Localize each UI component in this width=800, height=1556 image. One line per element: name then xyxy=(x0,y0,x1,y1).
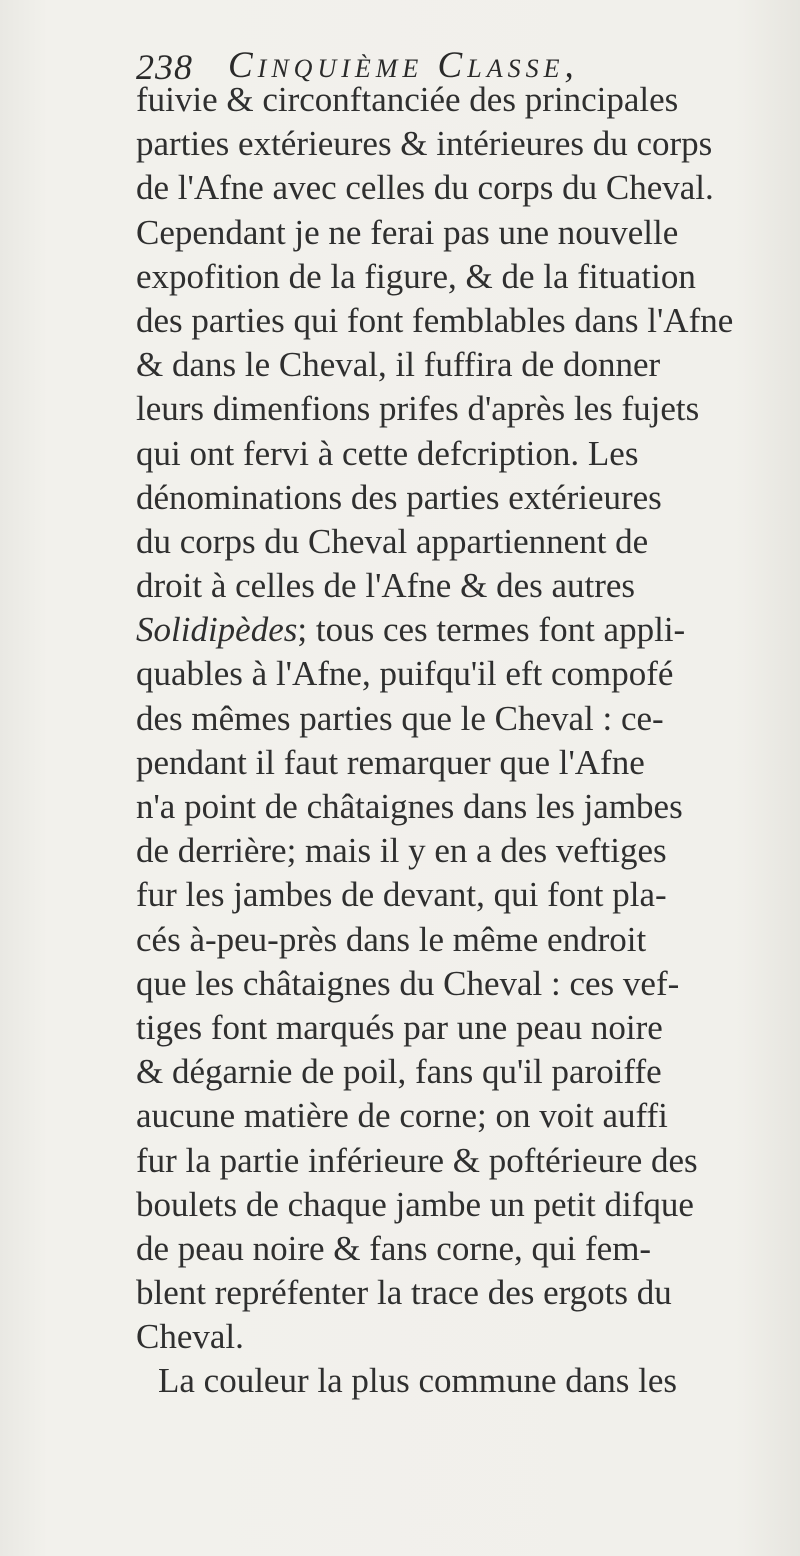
text-line: boulets de chaque jambe un petit difque xyxy=(136,1184,694,1224)
text-line: pendant il faut remarquer que l'Afne xyxy=(136,742,645,782)
text-line: de peau noire & fans corne, qui fem- xyxy=(136,1228,652,1268)
text-line: que les châtaignes du Cheval : ces vef- xyxy=(136,963,680,1003)
text-line: & dégarnie de poil, fans qu'il paroiffe xyxy=(136,1052,662,1092)
text-line: quables à l'Afne, puifqu'il eft compofé xyxy=(136,654,674,694)
text-line: des parties qui font femblables dans l'Afne xyxy=(136,300,734,340)
text-line: leurs dimenfions prifes d'après les fujets xyxy=(136,389,700,429)
text-line: des mêmes parties que le Cheval : ce- xyxy=(136,698,664,738)
text-line: & dans le Cheval, il fuffira de donner xyxy=(136,345,661,385)
body-text xyxy=(136,78,796,1404)
text-line: droit à celles de l'Afne & des autres xyxy=(136,566,636,606)
italic-term: Solidipèdes xyxy=(136,610,298,650)
text-line-mixed xyxy=(136,608,796,652)
text-line: cés à-peu-près dans le même endroit xyxy=(136,919,647,959)
text-line: fur la partie inférieure & poftérieure des xyxy=(136,1140,698,1180)
running-head: Cinquième Classe, xyxy=(228,45,579,86)
text-line: blent repréfenter la trace des ergots du xyxy=(136,1273,672,1313)
text-line: Cheval. xyxy=(136,1317,244,1357)
text-line: fuivie & circonftanciée des principales xyxy=(136,80,679,119)
text-line: Cependant je ne ferai pas une nouvelle xyxy=(136,212,679,252)
text-line: de l'Afne avec celles du corps du Cheval. xyxy=(136,168,714,208)
text-line: tiges font marqués par une peau noire xyxy=(136,1007,663,1047)
text-line: parties extérieures & intérieures du corps xyxy=(136,124,713,164)
text-line: dénominations des parties extérieures xyxy=(136,477,662,517)
text-line: expofition de la figure, & de la fituation xyxy=(136,256,696,296)
text-line: du corps du Cheval appartiennent de xyxy=(136,521,649,561)
paragraph-start-line: La couleur la plus commune dans les xyxy=(158,1361,678,1401)
page-number: 238 xyxy=(136,47,193,87)
text-line-rest: ; tous ces termes font appli- xyxy=(297,610,686,650)
text-line: aucune matière de corne; on voit auffi xyxy=(136,1096,668,1136)
text-line: qui ont fervi à cette defcription. Les xyxy=(136,433,639,473)
text-line: de derrière; mais il y en a des veftiges xyxy=(136,831,667,871)
text-line: n'a point de châtaignes dans les jambes xyxy=(136,787,683,826)
text-line: fur les jambes de devant, qui font pla- xyxy=(136,875,667,915)
